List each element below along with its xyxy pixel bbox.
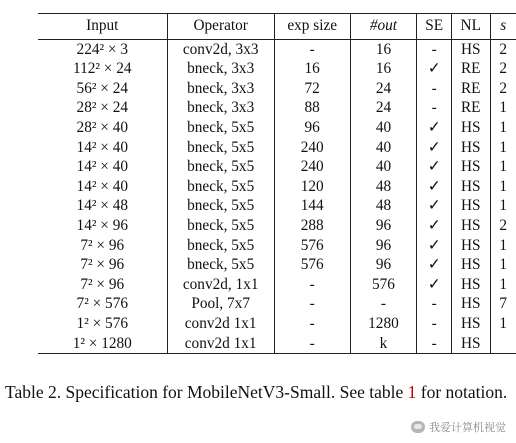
cell-se: ✓ bbox=[417, 216, 452, 236]
cell-out: 16 bbox=[350, 39, 417, 59]
cell-input: 7² × 96 bbox=[80, 256, 125, 274]
table-row bbox=[38, 59, 516, 79]
table-row bbox=[38, 138, 516, 158]
cell-operator: bneck, 3x3 bbox=[167, 59, 274, 79]
cell-operator: bneck, 5x5 bbox=[167, 177, 274, 197]
cell-stride: 1 bbox=[490, 98, 516, 118]
header-operator: Operator bbox=[167, 14, 274, 40]
header-out: #out bbox=[350, 14, 417, 40]
cell-out: 40 bbox=[350, 157, 417, 177]
cell-out: 1280 bbox=[350, 314, 417, 334]
cell-exp-size: 240 bbox=[274, 157, 350, 177]
cell-out: k bbox=[350, 334, 417, 354]
header-row bbox=[38, 14, 516, 40]
spec-table bbox=[38, 13, 516, 354]
cell-nl: RE bbox=[452, 79, 491, 99]
cell-nl: HS bbox=[452, 334, 491, 354]
cell-se: ✓ bbox=[417, 196, 452, 216]
cell-se: ✓ bbox=[417, 177, 452, 197]
table-row bbox=[38, 334, 516, 354]
table-row bbox=[38, 275, 516, 295]
cell-out: 24 bbox=[350, 98, 417, 118]
cell-out: 48 bbox=[350, 177, 417, 197]
cell-nl: HS bbox=[452, 118, 491, 138]
header-nl: NL bbox=[452, 14, 491, 40]
cell-se: ✓ bbox=[417, 138, 452, 158]
cell-input: 14² × 40 bbox=[76, 138, 129, 156]
cell-stride: 2 bbox=[490, 39, 516, 59]
header-exp-size: exp size bbox=[274, 14, 350, 40]
cell-input: 28² × 40 bbox=[76, 118, 129, 136]
cell-nl: HS bbox=[452, 138, 491, 158]
cell-se: ✓ bbox=[417, 118, 452, 138]
cell-operator: bneck, 5x5 bbox=[167, 157, 274, 177]
header-s: s bbox=[490, 14, 516, 40]
table-row bbox=[38, 294, 516, 314]
cell-se: - bbox=[417, 294, 452, 314]
cell-input: 7² × 96 bbox=[80, 275, 125, 293]
cell-exp-size: 72 bbox=[274, 79, 350, 99]
table-row bbox=[38, 314, 516, 334]
cell-nl: HS bbox=[452, 275, 491, 295]
table-row bbox=[38, 118, 516, 138]
cell-operator: bneck, 3x3 bbox=[167, 98, 274, 118]
table-reference-link[interactable]: 1 bbox=[407, 382, 417, 402]
table-row bbox=[38, 157, 516, 177]
cell-operator: Pool, 7x7 bbox=[167, 294, 274, 314]
cell-operator: bneck, 5x5 bbox=[167, 138, 274, 158]
cell-input: 1² × 1280 bbox=[38, 334, 167, 354]
cell-out: 96 bbox=[350, 236, 417, 256]
cell-operator: bneck, 5x5 bbox=[167, 216, 274, 236]
table-caption bbox=[5, 381, 511, 404]
cell-exp-size: 144 bbox=[274, 196, 350, 216]
cell-se: - bbox=[417, 314, 452, 334]
cell-exp-size: - bbox=[274, 275, 350, 295]
cell-nl: HS bbox=[452, 177, 491, 197]
cell-stride: 2 bbox=[490, 59, 516, 79]
cell-stride: 1 bbox=[490, 196, 516, 216]
cell-input: 14² × 40 bbox=[76, 177, 129, 195]
cell-stride: 1 bbox=[490, 138, 516, 158]
cell-nl: HS bbox=[452, 216, 491, 236]
cell-operator: conv2d, 3x3 bbox=[167, 39, 274, 59]
cell-nl: RE bbox=[452, 59, 491, 79]
cell-se: ✓ bbox=[417, 59, 452, 79]
cell-se: ✓ bbox=[417, 236, 452, 256]
cell-nl: HS bbox=[452, 157, 491, 177]
table-row bbox=[38, 79, 516, 99]
cell-input: 56² × 24 bbox=[76, 79, 129, 97]
cell-exp-size: 576 bbox=[274, 255, 350, 275]
wechat-icon bbox=[411, 421, 425, 433]
cell-exp-size: - bbox=[274, 294, 350, 314]
cell-exp-size: - bbox=[274, 39, 350, 59]
watermark-text: 我爱计算机视觉 bbox=[429, 421, 506, 434]
table-row bbox=[38, 236, 516, 256]
cell-nl: HS bbox=[452, 39, 491, 59]
cell-se: ✓ bbox=[417, 157, 452, 177]
cell-stride: 1 bbox=[490, 177, 516, 197]
cell-stride: 1 bbox=[490, 157, 516, 177]
cell-operator: bneck, 3x3 bbox=[167, 79, 274, 99]
cell-stride: 2 bbox=[490, 79, 516, 99]
cell-operator: conv2d 1x1 bbox=[167, 314, 274, 334]
cell-stride: 7 bbox=[490, 294, 516, 314]
cell-input: 7² × 576 bbox=[76, 295, 129, 313]
cell-nl: HS bbox=[452, 236, 491, 256]
cell-out: 16 bbox=[350, 59, 417, 79]
cell-stride: 1 bbox=[490, 255, 516, 275]
caption-prefix: Table 2. Specification for MobileNetV3-Small. See table bbox=[5, 382, 408, 402]
cell-operator: bneck, 5x5 bbox=[167, 196, 274, 216]
cell-input: 14² × 48 bbox=[76, 197, 129, 215]
cell-exp-size: 16 bbox=[274, 59, 350, 79]
cell-nl: HS bbox=[452, 196, 491, 216]
table-row bbox=[38, 39, 516, 59]
cell-exp-size: 88 bbox=[274, 98, 350, 118]
cell-exp-size: 288 bbox=[274, 216, 350, 236]
cell-exp-size: 120 bbox=[274, 177, 350, 197]
cell-stride bbox=[490, 334, 516, 354]
cell-nl: HS bbox=[452, 294, 491, 314]
cell-out: 96 bbox=[350, 216, 417, 236]
table-row bbox=[38, 216, 516, 236]
cell-operator: bneck, 5x5 bbox=[167, 118, 274, 138]
cell-exp-size: 576 bbox=[274, 236, 350, 256]
cell-out: 40 bbox=[350, 118, 417, 138]
cell-stride: 1 bbox=[490, 236, 516, 256]
table-row bbox=[38, 196, 516, 216]
cell-input: 224² × 3 bbox=[76, 40, 129, 58]
cell-input: 112² × 24 bbox=[73, 60, 132, 78]
cell-out: - bbox=[350, 294, 417, 314]
table-row bbox=[38, 177, 516, 197]
cell-se: ✓ bbox=[417, 255, 452, 275]
cell-exp-size: 96 bbox=[274, 118, 350, 138]
cell-input: 28² × 24 bbox=[76, 99, 129, 117]
cell-input: 14² × 96 bbox=[76, 216, 129, 234]
cell-out: 576 bbox=[350, 275, 417, 295]
cell-input: 14² × 40 bbox=[76, 158, 129, 176]
cell-nl: HS bbox=[452, 255, 491, 275]
cell-exp-size: 240 bbox=[274, 138, 350, 158]
cell-se: - bbox=[417, 79, 452, 99]
header-input: Input bbox=[38, 14, 167, 40]
cell-exp-size: - bbox=[274, 314, 350, 334]
cell-input: 7² × 96 bbox=[80, 236, 125, 254]
cell-nl: RE bbox=[452, 98, 491, 118]
cell-out: 96 bbox=[350, 255, 417, 275]
cell-out: 24 bbox=[350, 79, 417, 99]
cell-out: 48 bbox=[350, 196, 417, 216]
cell-exp-size: - bbox=[274, 334, 350, 354]
caption-suffix: for notation. bbox=[416, 382, 508, 402]
cell-operator: conv2d 1x1 bbox=[167, 334, 274, 354]
cell-se: - bbox=[417, 98, 452, 118]
watermark bbox=[411, 419, 506, 435]
header-se: SE bbox=[417, 14, 452, 40]
table-row bbox=[38, 98, 516, 118]
cell-out: 40 bbox=[350, 138, 417, 158]
cell-input: 1² × 576 bbox=[76, 314, 129, 332]
cell-nl: HS bbox=[452, 314, 491, 334]
cell-stride: 1 bbox=[490, 275, 516, 295]
cell-stride: 1 bbox=[490, 118, 516, 138]
table-row bbox=[38, 255, 516, 275]
cell-operator: bneck, 5x5 bbox=[167, 236, 274, 256]
cell-stride: 2 bbox=[490, 216, 516, 236]
cell-se: - bbox=[417, 39, 452, 59]
cell-stride: 1 bbox=[490, 314, 516, 334]
table-body bbox=[38, 39, 516, 354]
cell-se: - bbox=[417, 334, 452, 354]
cell-operator: bneck, 5x5 bbox=[167, 255, 274, 275]
cell-se: ✓ bbox=[417, 275, 452, 295]
cell-operator: conv2d, 1x1 bbox=[167, 275, 274, 295]
